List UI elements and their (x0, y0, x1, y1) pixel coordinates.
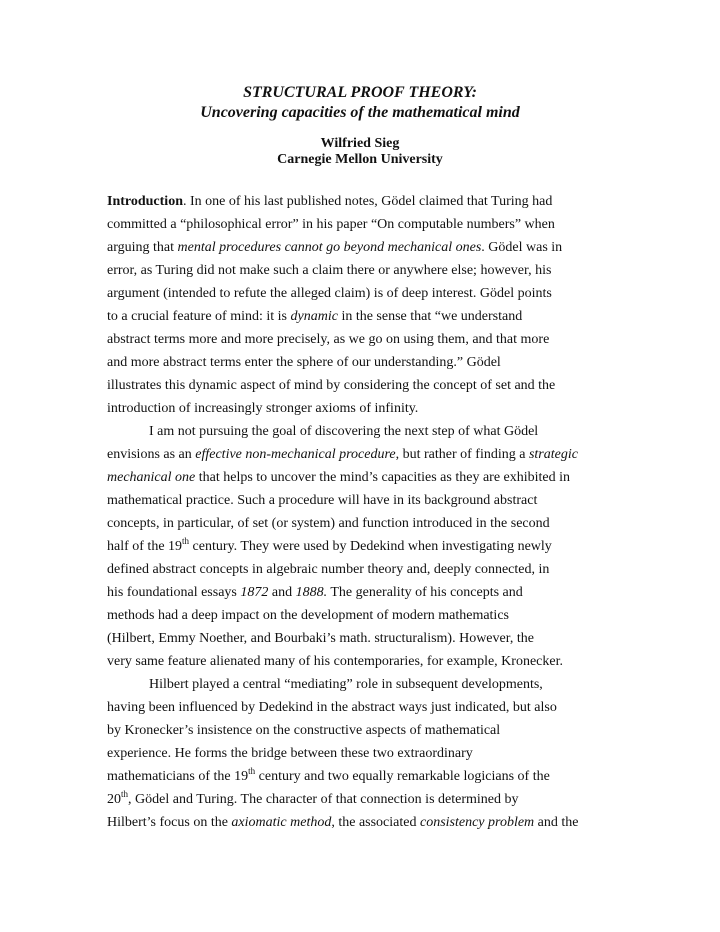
text-run: defined abstract concepts in algebraic number theory and, deeply connected, in (107, 562, 550, 577)
text-line (107, 259, 617, 282)
text-run: that helps to uncover the mind’s capacities as they are exhibited in (195, 470, 571, 485)
text-run: . In one of his last published notes, Gödel claimed that Turing had (182, 194, 553, 209)
text-run: and (268, 585, 296, 600)
text-run: introduction of increasingly stronger axioms of infinity. (107, 401, 419, 416)
text-line (107, 558, 617, 581)
text-line (107, 305, 617, 328)
text-run: error, as Turing did not make such a claim there or anywhere else; however, his (107, 263, 552, 278)
text-line (107, 627, 617, 650)
text-run: Hilbert’s focus on the (107, 815, 232, 830)
bold-text: Introduction (107, 194, 183, 209)
text-line (107, 374, 617, 397)
text-line (107, 765, 617, 788)
text-run: century. They were used by Dedekind when investigating newly (189, 539, 552, 554)
italic-text: dynamic (290, 309, 338, 324)
text-line (107, 489, 617, 512)
superscript: th (182, 536, 190, 546)
text-run: by Kronecker’s insistence on the constructive aspects of mathematical (107, 723, 501, 738)
italic-text: mental procedures cannot go beyond mechanical ones (177, 240, 482, 255)
text-line (107, 236, 617, 259)
text-line (107, 466, 617, 489)
text-line (107, 535, 617, 558)
text-run: very same feature alienated many of his contemporaries, for example, Kronecker. (107, 654, 563, 669)
text-line (107, 420, 617, 443)
text-line (107, 673, 617, 696)
text-run: Hilbert played a central “mediating” role in subsequent developments, (149, 677, 543, 692)
text-run: concepts, in particular, of set (or system) and function introduced in the second (107, 516, 550, 531)
body-text (107, 190, 617, 834)
text-run: half of the 19 (107, 539, 183, 554)
text-line (107, 788, 617, 811)
text-line (107, 512, 617, 535)
text-run: mathematical practice. Such a procedure will have in its background abstract (107, 493, 538, 508)
italic-text: mechanical one (107, 470, 196, 485)
title-block (0, 83, 720, 123)
text-line (107, 581, 617, 604)
text-line (107, 650, 617, 673)
superscript: th (248, 766, 256, 776)
text-run: having been influenced by Dedekind in the abstract ways just indicated, but also (107, 700, 557, 715)
text-run: 20 (107, 792, 121, 807)
text-run: , Gödel and Turing. The character of that connection is determined by (128, 792, 519, 807)
text-run: , but rather of finding a (395, 447, 529, 462)
text-line (107, 811, 617, 834)
italic-text: consistency problem (419, 815, 535, 830)
author-affiliation: Carnegie Mellon University (277, 152, 443, 167)
text-line (107, 397, 617, 420)
text-run: argument (intended to refute the alleged claim) is of deep interest. Gödel points (107, 286, 552, 301)
text-run: illustrates this dynamic aspect of mind by considering the concept of set and the (107, 378, 556, 393)
italic-text: axiomatic method (231, 815, 332, 830)
text-run: abstract terms more and more precisely, as we go on using them, and that more (107, 332, 550, 347)
text-run: envisions as an (107, 447, 196, 462)
text-line (107, 719, 617, 742)
text-run: committed a “philosophical error” in his paper “On computable numbers” when (107, 217, 555, 232)
text-line (107, 696, 617, 719)
text-run: , the associated (331, 815, 420, 830)
text-run: century and two equally remarkable logicians of the (255, 769, 550, 784)
text-line (107, 351, 617, 374)
italic-text: 1888. (295, 585, 328, 600)
text-line (107, 190, 617, 213)
text-line (107, 604, 617, 627)
superscript: th (121, 789, 129, 799)
text-run: methods had a deep impact on the development of modern mathematics (107, 608, 509, 623)
text-run: I am not pursuing the goal of discovering the next step of what Gödel (149, 424, 539, 439)
text-line (107, 328, 617, 351)
text-run: experience. He forms the bridge between these two extraordinary (107, 746, 473, 761)
text-run: in the sense that “we understand (337, 309, 523, 324)
text-line (107, 213, 617, 236)
paper-title: STRUCTURAL PROOF THEORY: (243, 84, 477, 101)
text-run: and more abstract terms enter the sphere of our understanding.” Gödel (107, 355, 501, 370)
italic-text: 1872 (240, 585, 269, 600)
text-run: to a crucial feature of mind: it is (107, 309, 291, 324)
author-name: Wilfried Sieg (320, 136, 400, 151)
text-run: . Gödel was in (481, 240, 563, 255)
italic-text: strategic (528, 447, 578, 462)
italic-text: effective non-mechanical procedure (195, 447, 396, 462)
text-line (107, 742, 617, 765)
text-line (107, 282, 617, 305)
text-run: his foundational essays (107, 585, 241, 600)
author-block (0, 136, 720, 168)
text-run: mathematicians of the 19 (107, 769, 249, 784)
text-run: arguing that (107, 240, 178, 255)
text-run: and the (534, 815, 579, 830)
text-line (107, 443, 617, 466)
text-run: (Hilbert, Emmy Noether, and Bourbaki’s math. structuralism). However, the (107, 631, 534, 646)
text-run: The generality of his concepts and (327, 585, 523, 600)
paper-subtitle: Uncovering capacities of the mathematical mind (200, 104, 520, 121)
